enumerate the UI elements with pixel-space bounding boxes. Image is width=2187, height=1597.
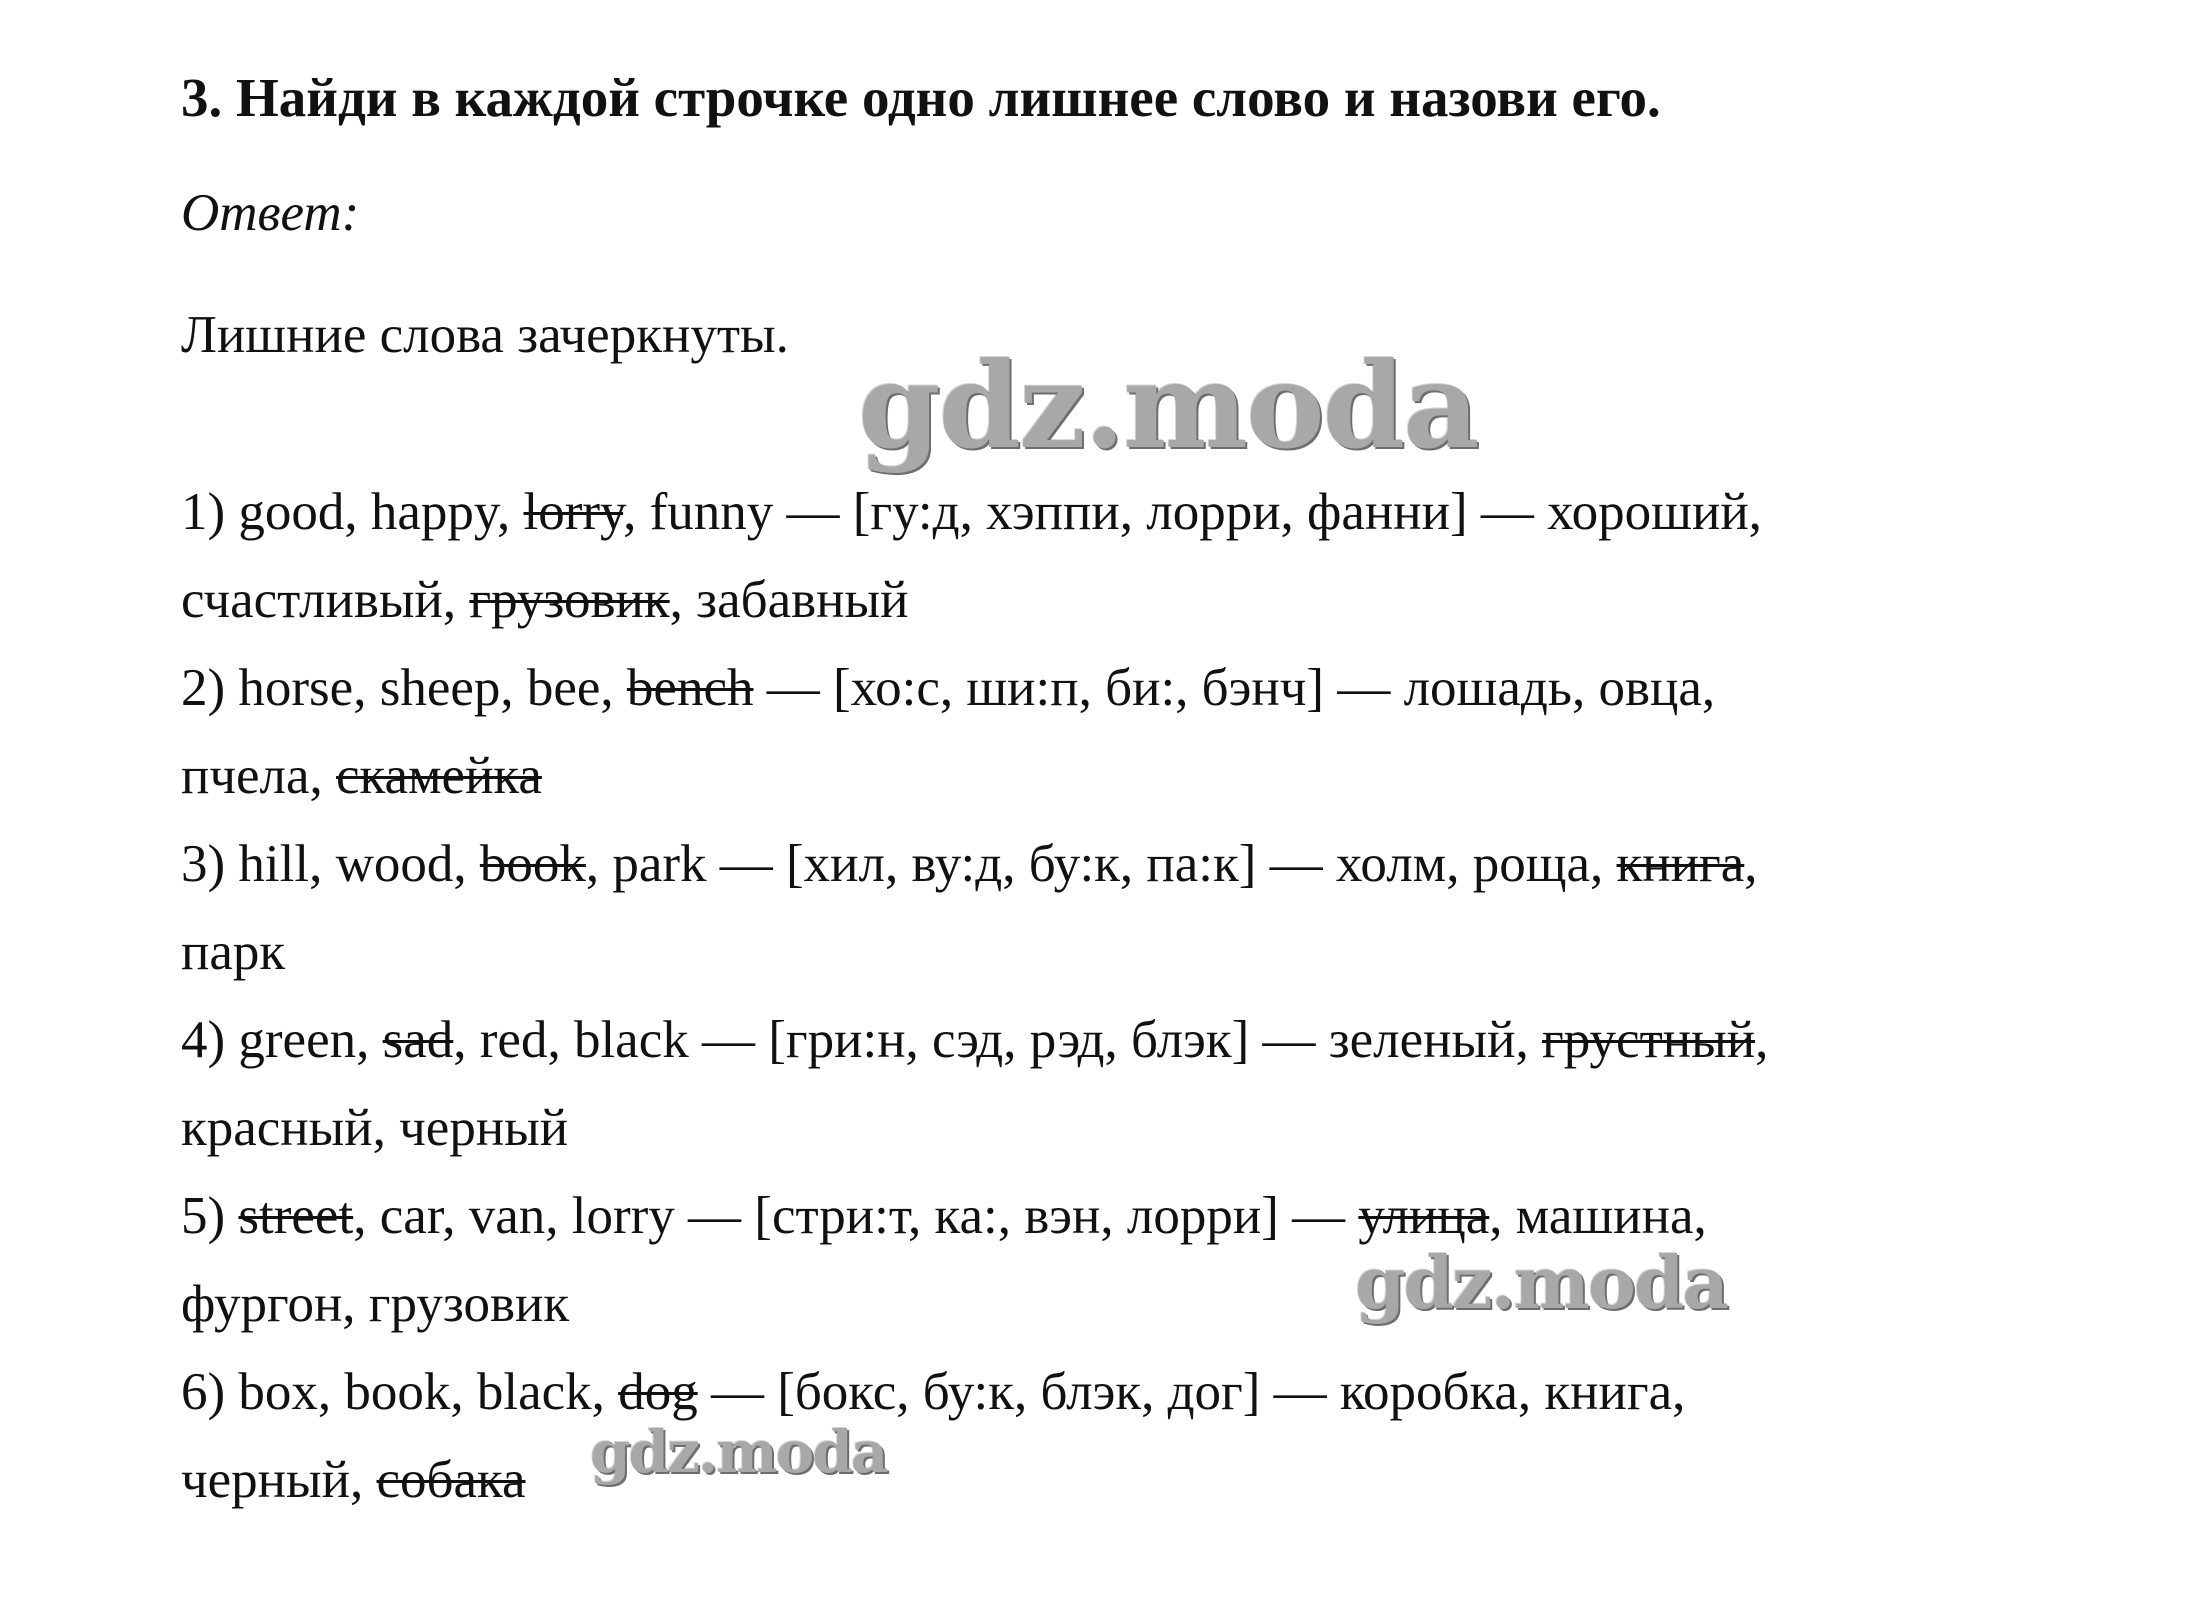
item-text: 1) good, happy, <box>181 483 524 541</box>
item-text: фургон, грузовик <box>181 1275 570 1333</box>
item-text: парк <box>181 923 286 981</box>
answer-intro: Лишние слова зачеркнуты. <box>181 306 789 364</box>
struck-word: улица <box>1358 1187 1490 1245</box>
item-line <box>181 1084 1981 1172</box>
struck-word: street <box>238 1187 354 1245</box>
struck-word: sad <box>382 1011 454 1069</box>
struck-word: dog <box>618 1363 698 1421</box>
item-text: — [хо:с, ши:п, би:, бэнч] — лошадь, овца, <box>753 659 1716 717</box>
item-text: — [бокс, бу:к, блэк, дог] — коробка, книга, <box>697 1363 1686 1421</box>
item-text: 6) box, book, black, <box>181 1363 619 1421</box>
item-text: , машина, <box>1489 1187 1707 1245</box>
struck-word: грустный <box>1542 1011 1756 1069</box>
item-line <box>181 468 1981 556</box>
answer-item-4 <box>181 996 1981 1172</box>
item-line <box>181 732 1981 820</box>
watermark-logo: gdz.moda <box>590 1418 887 1486</box>
struck-word: bench <box>626 659 754 717</box>
struck-word: книга <box>1616 835 1745 893</box>
item-line <box>181 556 1981 644</box>
task-title: 3. Найди в каждой строчке одно лишнее слово и назови его. <box>181 67 1661 128</box>
item-line <box>181 996 1981 1084</box>
item-text: , <box>1755 1011 1769 1069</box>
struck-word: грузовик <box>469 571 670 629</box>
item-text: пчела, <box>181 747 337 805</box>
item-text: , red, black — [гри:н, сэд, рэд, блэк] — зеленый, <box>453 1011 1542 1069</box>
item-line <box>181 820 1981 908</box>
item-text: , забавный <box>669 571 909 629</box>
item-text: , park — [хил, ву:д, бу:к, па:к] — холм, роща, <box>585 835 1617 893</box>
answer-list <box>181 468 1981 1524</box>
watermark-logo: gdz.moda <box>1355 1240 1727 1325</box>
answer-item-6 <box>181 1348 1981 1524</box>
item-line <box>181 1436 1981 1524</box>
item-text: , <box>1744 835 1758 893</box>
item-line <box>181 908 1981 996</box>
item-text: 5) <box>181 1187 239 1245</box>
struck-word: book <box>479 835 586 893</box>
item-text: 3) hill, wood, <box>181 835 480 893</box>
item-text: 2) horse, sheep, bee, <box>181 659 627 717</box>
item-text: черный, <box>181 1451 377 1509</box>
struck-word: скамейка <box>336 747 542 805</box>
item-text: счастливый, <box>181 571 470 629</box>
item-text: , funny — [гу:д, хэппи, лорри, фанни] — хороший, <box>623 483 1762 541</box>
struck-word: собака <box>376 1451 526 1509</box>
answer-item-1 <box>181 468 1981 644</box>
watermark-logo: gdz.moda <box>858 336 1478 475</box>
item-line <box>181 1348 1981 1436</box>
answer-label: Ответ: <box>181 184 360 242</box>
answer-item-3 <box>181 820 1981 996</box>
item-text: , car, van, lorry — [стри:т, ка:, вэн, лорри] — <box>353 1187 1359 1245</box>
item-line <box>181 644 1981 732</box>
struck-word: lorry <box>523 483 624 541</box>
item-text: 4) green, <box>181 1011 383 1069</box>
answer-item-2 <box>181 644 1981 820</box>
item-text: красный, черный <box>181 1099 569 1157</box>
